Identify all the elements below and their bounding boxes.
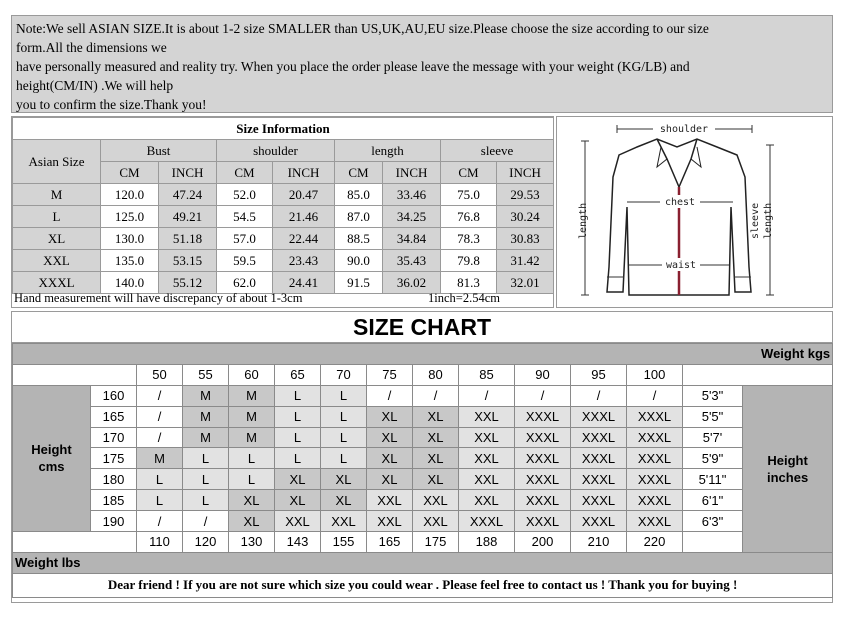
chest-label: chest xyxy=(664,197,696,208)
weight-kg-header: 100 xyxy=(627,364,683,385)
size-cell: XXXL xyxy=(515,469,571,490)
size-cell: XXXL xyxy=(515,448,571,469)
size-label: M xyxy=(13,184,101,206)
size-cell: L xyxy=(137,490,183,511)
size-cell: L xyxy=(183,490,229,511)
measurement-cell: 130.0 xyxy=(101,228,159,250)
size-cell: / xyxy=(183,511,229,532)
weight-lbs-row xyxy=(13,532,833,553)
measurement-cell: 53.15 xyxy=(159,250,217,272)
size-chart-row xyxy=(13,448,833,469)
size-cell: XXXL xyxy=(627,469,683,490)
measurement-cell: 29.53 xyxy=(497,184,554,206)
size-cell: XL xyxy=(275,469,321,490)
weight-kg-header: 90 xyxy=(515,364,571,385)
measurement-cell: 33.46 xyxy=(383,184,441,206)
measurement-cell: 20.47 xyxy=(273,184,335,206)
size-cell: XXXL xyxy=(459,511,515,532)
size-info-row xyxy=(13,206,554,228)
group-header-sleeve: sleeve xyxy=(441,140,554,162)
size-cell: XXL xyxy=(413,490,459,511)
sleeve-length-label: length xyxy=(763,202,774,239)
size-chart-title: SIZE CHART xyxy=(12,312,832,343)
size-cell: L xyxy=(229,469,275,490)
note-line: have personally measured and reality try. When you place the order please leave the message with your weight (KG/LB) and xyxy=(16,59,690,74)
height-inch-value: 5'5" xyxy=(683,406,743,427)
size-info-title: Size Information xyxy=(13,118,554,140)
measurement-cell: 140.0 xyxy=(101,272,159,294)
measurement-footnote: Hand measurement will have discrepancy of about 1-3cm xyxy=(14,291,303,305)
size-cell: XL xyxy=(413,469,459,490)
measurement-cell: 90.0 xyxy=(335,250,383,272)
height-inch-value: 5'3" xyxy=(683,385,743,406)
measurement-cell: 21.46 xyxy=(273,206,335,228)
size-cell: XL xyxy=(229,490,275,511)
note-line: form.All the dimensions we xyxy=(16,40,167,55)
measurement-cell: 125.0 xyxy=(101,206,159,228)
size-label: XXXL xyxy=(13,272,101,294)
measurement-cell: 49.21 xyxy=(159,206,217,228)
height-inches-line: Height xyxy=(767,452,808,468)
size-cell: M xyxy=(137,448,183,469)
size-cell: M xyxy=(183,406,229,427)
size-cell: M xyxy=(183,385,229,406)
weight-kg-header: 60 xyxy=(229,364,275,385)
size-cell: XXXL xyxy=(571,427,627,448)
size-cell: XXXL xyxy=(627,406,683,427)
size-cell: L xyxy=(183,469,229,490)
size-cell: M xyxy=(229,427,275,448)
size-cell: L xyxy=(275,427,321,448)
weight-lb-value: 120 xyxy=(183,532,229,553)
measurement-cell: 31.42 xyxy=(497,250,554,272)
size-information-table xyxy=(11,116,554,308)
weight-kg-header: 65 xyxy=(275,364,321,385)
size-cell: L xyxy=(183,448,229,469)
size-cell: XL xyxy=(413,406,459,427)
measurement-cell: 85.0 xyxy=(335,184,383,206)
contact-message: Dear friend ! If you are not sure which size you could wear . Please feel free to contact us ! Thank you for buying ! xyxy=(13,573,833,597)
size-cell: XL xyxy=(367,427,413,448)
size-cell: / xyxy=(627,385,683,406)
note-line: you to confirm the size.Thank you! xyxy=(16,97,207,112)
height-cms-label xyxy=(13,385,91,531)
measurement-cell: 22.44 xyxy=(273,228,335,250)
height-cm-value: 190 xyxy=(91,511,137,532)
size-cell: XXXL xyxy=(515,427,571,448)
size-cell: XXXL xyxy=(515,511,571,532)
measurement-cell: 34.84 xyxy=(383,228,441,250)
unit-header: INCH xyxy=(383,162,441,184)
blank-cell xyxy=(13,364,137,385)
size-cell: / xyxy=(413,385,459,406)
size-info-row xyxy=(13,184,554,206)
height-inch-value: 6'3" xyxy=(683,511,743,532)
size-cell: L xyxy=(321,448,367,469)
weight-lb-value: 200 xyxy=(515,532,571,553)
group-header-shoulder: shoulder xyxy=(217,140,335,162)
size-cell: / xyxy=(459,385,515,406)
size-info-row xyxy=(13,250,554,272)
group-header-bust: Bust xyxy=(101,140,217,162)
shirt-measurement-diagram xyxy=(556,116,833,308)
weight-kg-header: 70 xyxy=(321,364,367,385)
size-cell: L xyxy=(275,448,321,469)
height-cms-line: Height xyxy=(31,442,72,458)
size-cell: / xyxy=(137,511,183,532)
blank-cell xyxy=(683,532,743,553)
size-cell: XL xyxy=(413,427,459,448)
size-cell: / xyxy=(137,406,183,427)
weight-lb-value: 165 xyxy=(367,532,413,553)
size-cell: XXXL xyxy=(571,448,627,469)
unit-header: CM xyxy=(217,162,273,184)
size-chart-row xyxy=(13,427,833,448)
height-cms-unit: cms xyxy=(38,459,65,475)
asian-size-header: Asian Size xyxy=(13,140,101,184)
measurement-cell: 30.24 xyxy=(497,206,554,228)
size-cell: XL xyxy=(367,406,413,427)
size-cell: XXL xyxy=(367,511,413,532)
size-cell: XXL xyxy=(459,448,515,469)
weight-lb-value: 155 xyxy=(321,532,367,553)
measurement-cell: 62.0 xyxy=(217,272,273,294)
size-cell: / xyxy=(571,385,627,406)
weight-kg-header: 95 xyxy=(571,364,627,385)
weight-lb-value: 110 xyxy=(137,532,183,553)
size-cell: L xyxy=(321,427,367,448)
size-info-grid xyxy=(12,117,554,294)
size-cell: XXXL xyxy=(515,406,571,427)
measurement-cell: 78.3 xyxy=(441,228,497,250)
unit-header: CM xyxy=(101,162,159,184)
size-cell: L xyxy=(321,385,367,406)
weight-kg-header: 75 xyxy=(367,364,413,385)
measurement-cell: 75.0 xyxy=(441,184,497,206)
measurement-cell: 30.83 xyxy=(497,228,554,250)
measurement-cell: 88.5 xyxy=(335,228,383,250)
unit-header: INCH xyxy=(273,162,335,184)
size-cell: L xyxy=(275,406,321,427)
weight-lb-value: 143 xyxy=(275,532,321,553)
unit-header: INCH xyxy=(497,162,554,184)
inch-conversion: 1inch=2.54cm xyxy=(428,291,500,305)
height-inch-value: 5'11" xyxy=(683,469,743,490)
height-cm-value: 170 xyxy=(91,427,137,448)
size-chart-row xyxy=(13,511,833,532)
weight-lbs-label-row xyxy=(13,552,833,573)
unit-header: INCH xyxy=(159,162,217,184)
waist-label: waist xyxy=(665,260,697,271)
blank-cell xyxy=(683,364,833,385)
size-cell: XXL xyxy=(275,511,321,532)
size-cell: / xyxy=(137,427,183,448)
height-inches-label xyxy=(743,385,833,552)
size-label: XL xyxy=(13,228,101,250)
height-cm-value: 160 xyxy=(91,385,137,406)
height-cm-value: 165 xyxy=(91,406,137,427)
weight-kg-header: 55 xyxy=(183,364,229,385)
measurement-cell: 135.0 xyxy=(101,250,159,272)
shoulder-label: shoulder xyxy=(659,124,709,135)
size-cell: / xyxy=(137,385,183,406)
height-inches-unit: inches xyxy=(766,469,809,485)
measurement-cell: 47.24 xyxy=(159,184,217,206)
weight-lb-value: 130 xyxy=(229,532,275,553)
size-chart-row xyxy=(13,385,833,406)
size-cell: XXL xyxy=(367,490,413,511)
weight-kg-header: 50 xyxy=(137,364,183,385)
measurement-cell: 24.41 xyxy=(273,272,335,294)
height-inch-value: 5'9" xyxy=(683,448,743,469)
measurement-cell: 57.0 xyxy=(217,228,273,250)
size-cell: XXXL xyxy=(571,406,627,427)
measurement-cell: 36.02 xyxy=(383,272,441,294)
measurement-cell: 55.12 xyxy=(159,272,217,294)
measurement-cell: 87.0 xyxy=(335,206,383,228)
size-info-row xyxy=(13,228,554,250)
size-cell: XXL xyxy=(459,406,515,427)
length-label: length xyxy=(578,202,589,239)
weight-kgs-label: Weight kgs xyxy=(13,344,833,365)
size-cell: M xyxy=(229,385,275,406)
measurement-cell: 35.43 xyxy=(383,250,441,272)
size-cell: XXXL xyxy=(571,469,627,490)
measurement-cell: 23.43 xyxy=(273,250,335,272)
size-cell: XXXL xyxy=(515,490,571,511)
size-cell: / xyxy=(367,385,413,406)
size-chart-row xyxy=(13,406,833,427)
size-chart xyxy=(11,311,833,603)
measurement-cell: 59.5 xyxy=(217,250,273,272)
size-cell: XL xyxy=(275,490,321,511)
measurement-cell: 81.3 xyxy=(441,272,497,294)
size-note xyxy=(11,15,833,113)
size-cell: XXL xyxy=(413,511,459,532)
weight-lb-value: 175 xyxy=(413,532,459,553)
footer-row xyxy=(13,573,833,597)
measurement-cell: 120.0 xyxy=(101,184,159,206)
blank-cell xyxy=(13,532,137,553)
size-cell: XL xyxy=(367,469,413,490)
measurement-cell: 91.5 xyxy=(335,272,383,294)
size-cell: XXXL xyxy=(627,490,683,511)
size-chart-grid xyxy=(12,343,833,598)
size-cell: XXL xyxy=(459,490,515,511)
size-cell: XL xyxy=(367,448,413,469)
height-cm-value: 180 xyxy=(91,469,137,490)
weight-kg-header: 85 xyxy=(459,364,515,385)
size-cell: XL xyxy=(321,469,367,490)
size-cell: L xyxy=(275,385,321,406)
weight-lbs-label: Weight lbs xyxy=(13,552,833,573)
size-cell: M xyxy=(229,406,275,427)
measurement-cell: 51.18 xyxy=(159,228,217,250)
size-cell: XL xyxy=(413,448,459,469)
note-line: Note:We sell ASIAN SIZE.It is about 1-2 size SMALLER than US,UK,AU,EU size.Please choose the size according to our size xyxy=(16,21,709,36)
size-label: XXL xyxy=(13,250,101,272)
size-cell: XXXL xyxy=(627,511,683,532)
size-cell: / xyxy=(515,385,571,406)
measurement-cell: 34.25 xyxy=(383,206,441,228)
size-cell: L xyxy=(229,448,275,469)
size-cell: M xyxy=(183,427,229,448)
size-cell: XXL xyxy=(459,427,515,448)
unit-header: CM xyxy=(441,162,497,184)
size-cell: L xyxy=(321,406,367,427)
size-cell: XXXL xyxy=(571,511,627,532)
size-cell: XXL xyxy=(459,469,515,490)
size-chart-row xyxy=(13,469,833,490)
height-inch-value: 5'7' xyxy=(683,427,743,448)
sleeve-label: sleeve xyxy=(750,202,761,239)
weight-kg-header: 80 xyxy=(413,364,459,385)
height-inch-value: 6'1" xyxy=(683,490,743,511)
measurement-cell: 76.8 xyxy=(441,206,497,228)
note-line: height(CM/IN) .We will help xyxy=(16,78,174,93)
size-cell: XL xyxy=(229,511,275,532)
size-cell: XXXL xyxy=(627,448,683,469)
unit-header: CM xyxy=(335,162,383,184)
size-label: L xyxy=(13,206,101,228)
measurement-cell: 52.0 xyxy=(217,184,273,206)
size-cell: XXL xyxy=(321,511,367,532)
size-cell: XL xyxy=(321,490,367,511)
height-cm-value: 185 xyxy=(91,490,137,511)
measurement-cell: 79.8 xyxy=(441,250,497,272)
size-cell: XXXL xyxy=(571,490,627,511)
shirt-diagram-svg xyxy=(557,117,832,307)
weight-lb-value: 220 xyxy=(627,532,683,553)
weight-lb-value: 210 xyxy=(571,532,627,553)
weight-lb-value: 188 xyxy=(459,532,515,553)
group-header-length: length xyxy=(335,140,441,162)
size-chart-row xyxy=(13,490,833,511)
size-cell: L xyxy=(137,469,183,490)
measurement-cell: 54.5 xyxy=(217,206,273,228)
height-cm-value: 175 xyxy=(91,448,137,469)
measurement-cell: 32.01 xyxy=(497,272,554,294)
size-cell: XXXL xyxy=(627,427,683,448)
